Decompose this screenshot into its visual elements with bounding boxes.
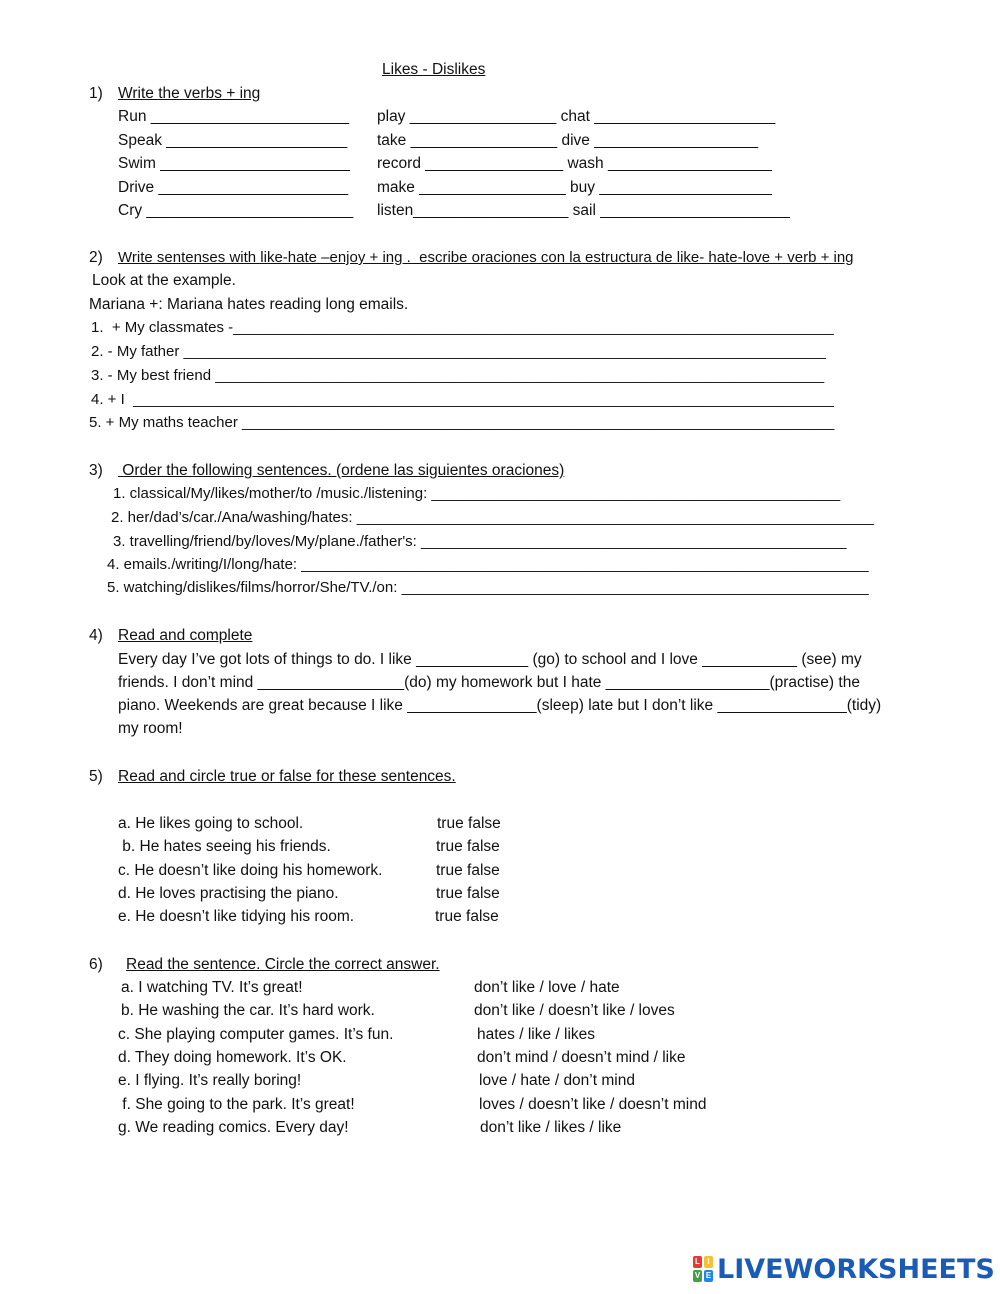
s1-col2-row: make _________________ buy ____________________ <box>377 179 772 196</box>
s5-answer[interactable]: true false <box>436 885 500 902</box>
logo-mark-e: E <box>705 1271 712 1280</box>
s6-options[interactable]: don’t mind / doesn’t mind / like <box>477 1049 686 1066</box>
s2-example: Mariana +: Mariana hates reading long emails. <box>89 296 409 313</box>
s5-heading: Read and circle true or false for these sentences. <box>118 768 456 785</box>
logo-mark-v: V <box>694 1271 701 1280</box>
s1-number: 1) <box>89 85 103 102</box>
s3-number: 3) <box>89 462 103 479</box>
s1-col1-row: Swim ______________________ <box>118 155 350 172</box>
s6-options[interactable]: don’t like / likes / like <box>480 1119 622 1136</box>
s3-item: 3. travelling/friend/by/loves/My/plane./father's: ___________________________________________________ <box>113 533 847 550</box>
s6-options[interactable]: hates / like / likes <box>477 1026 596 1043</box>
s6-item-text: e. I flying. It’s really boring! <box>118 1072 302 1089</box>
s5-answer[interactable]: true false <box>436 862 500 879</box>
s5-item-text: c. He doesn’t like doing his homework. <box>118 862 383 879</box>
s3-item: 1. classical/My/likes/mother/to /music./listening: _________________________________________________ <box>113 485 841 502</box>
s6-item-text: g. We reading comics. Every day! <box>118 1119 349 1136</box>
logo-text: LIVEWORKSHEETS <box>717 1253 995 1285</box>
s5-item-text: a. He likes going to school. <box>118 815 304 832</box>
s6-heading: Read the sentence. Circle the correct answer. <box>126 956 440 973</box>
s4-number: 4) <box>89 627 103 644</box>
s1-col1-row: Speak _____________________ <box>118 132 348 149</box>
s4-line: piano. Weekends are great because I like _______________(sleep) late but I don’t like _______________(tidy) <box>118 697 882 714</box>
s6-item-text: c. She playing computer games. It’s fun. <box>118 1026 394 1043</box>
s1-col2-row: play _________________ chat _____________________ <box>377 108 776 125</box>
s5-item-text: d. He loves practising the piano. <box>118 885 339 902</box>
page-title: Likes - Dislikes <box>382 61 486 78</box>
s2-item: 5. + My maths teacher _______________________________________________________________________ <box>89 414 835 431</box>
s5-answer[interactable]: true false <box>436 838 500 855</box>
s6-item-text: d. They doing homework. It’s OK. <box>118 1049 347 1066</box>
s1-col2-row: record ________________ wash ___________________ <box>377 155 772 172</box>
s2-item: 4. + I ____________________________________________________________________________________ <box>91 391 834 408</box>
s6-item-text: b. He washing the car. It’s hard work. <box>121 1002 375 1019</box>
s6-options[interactable]: loves / doesn’t like / doesn’t mind <box>479 1096 707 1113</box>
logo-mark-l: L <box>693 1256 702 1268</box>
s3-heading: Order the following sentences. (ordene las siguientes oraciones) <box>118 462 565 479</box>
s6-item-text: a. I watching TV. It’s great! <box>121 979 303 996</box>
s1-col2-row: take _________________ dive ___________________ <box>377 132 758 149</box>
s6-options[interactable]: love / hate / don’t mind <box>479 1072 635 1089</box>
s5-item-text: b. He hates seeing his friends. <box>118 838 331 855</box>
s6-options[interactable]: don’t like / love / hate <box>474 979 620 996</box>
s6-number: 6) <box>89 956 103 973</box>
s1-col1-row: Run _______________________ <box>118 108 350 125</box>
s3-item: 2. her/dad’s/car./Ana/washing/hates: ______________________________________________________________ <box>111 509 874 526</box>
s5-answer[interactable]: true false <box>435 908 499 925</box>
s4-heading: Read and complete <box>118 627 253 644</box>
s5-item-text: e. He doesn’t like tidying his room. <box>118 908 355 925</box>
s1-col2-row: listen__________________ sail ______________________ <box>377 202 790 219</box>
s4-line: my room! <box>118 720 183 737</box>
s2-look: Look at the example. <box>92 272 236 289</box>
s5-answer[interactable]: true false <box>437 815 501 832</box>
s2-number: 2) <box>89 249 103 266</box>
liveworksheets-logo <box>692 1254 995 1284</box>
s1-col1-row: Drive ______________________ <box>118 179 349 196</box>
s4-line: friends. I don’t mind _________________(do) my homework but I hate ___________________(practise) the <box>118 674 860 691</box>
s5-number: 5) <box>89 768 103 785</box>
logo-mark-i: I <box>704 1256 713 1268</box>
s3-item: 4. emails./writing/I/long/hate: ____________________________________________________________________ <box>107 556 869 573</box>
s3-item: 5. watching/dislikes/films/horror/She/TV./on: ________________________________________________________ <box>107 579 869 596</box>
liveworksheets-mark-icon <box>692 1255 714 1283</box>
s2-item: 3. - My best friend _________________________________________________________________________ <box>91 367 825 384</box>
s6-options[interactable]: don’t like / doesn’t like / loves <box>474 1002 675 1019</box>
s2-heading: Write sentenses with like-hate –enjoy + ing . escribe oraciones con la estructura de like- hate-love + verb + ing <box>118 249 854 266</box>
s1-col1-row: Cry ________________________ <box>118 202 354 219</box>
s1-heading: Write the verbs + ing <box>118 85 261 102</box>
s2-item: 2. - My father _____________________________________________________________________________ <box>91 343 826 360</box>
s6-item-text: f. She going to the park. It’s great! <box>118 1096 355 1113</box>
s2-item: 1. + My classmates -________________________________________________________________________ <box>91 319 834 336</box>
s4-line: Every day I’ve got lots of things to do. I like _____________ (go) to school and I love ___________ (see) my <box>118 651 862 668</box>
